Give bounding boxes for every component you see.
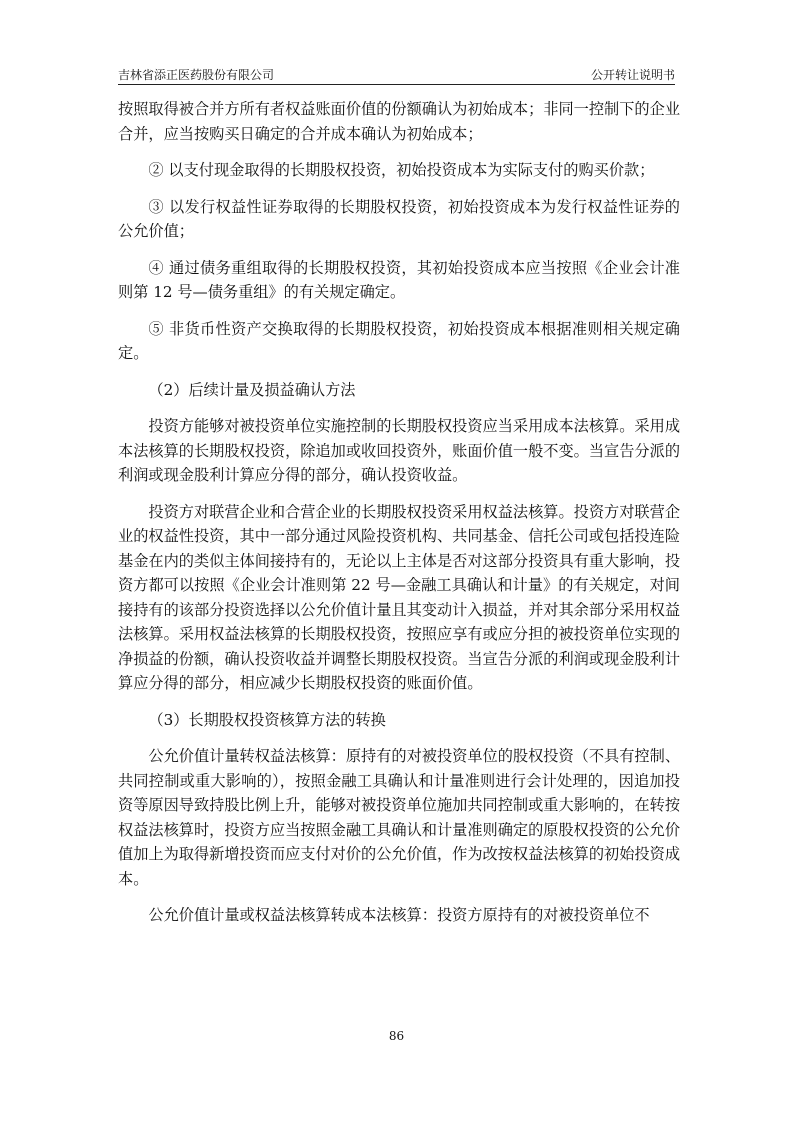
- paragraph-item-5: ⑤ 非货币性资产交换取得的长期股权投资，初始投资成本根据准则相关规定确定。: [118, 319, 680, 362]
- page-footer: [0, 1028, 793, 1044]
- paragraph-equity-method: 投资方对联营企业和合营企业的长期股权投资采用权益法核算。投资方对联营企业的权益性投资，其中一部分通过风险投资机构、共同基金、信托公司或包括投连险基金在内的类似主体间接持有的，无论以上主体是否对这部分投资具有重大影响，投资方都可以按照《企业会计准则第 22 号—金融工具确认和计量》的有关规定，对间接持有的该部分投资选择以公允价值计量且其变动计入损益，并对其余部分采用权益法核算。采用权益法核算的长期股权投资，按照应享有或应分担的被投资单位实现的净损益的份额，确认投资收益并调整长期股权投资。当宣告分派的利润或现金股利计算应分得的部分，相应减少长期股权投资的账面价值。: [118, 502, 680, 692]
- paragraph-to-cost-method: 公允价值计量或权益法核算转成本法核算：投资方原持有的对被投资单位不: [148, 906, 650, 924]
- section-heading-3: （3）长期股权投资核算方法的转换: [148, 710, 386, 729]
- paragraph-cost-method: 投资方能够对被投资单位实施控制的长期股权投资应当采用成本法核算。采用成本法核算的长期股权投资，除追加或收回投资外，账面价值一般不变。当宣告分派的利润或现金股利计算应分得的部分，确认投资收益。: [118, 417, 680, 484]
- paragraph-item-3: ③ 以发行权益性证券取得的长期股权投资，初始投资成本为发行权益性证券的公允价值；: [118, 197, 680, 240]
- header-company-name: 吉林省添正医药股份有限公司: [118, 68, 275, 82]
- paragraph-fair-value-to-equity: 公允价值计量转权益法核算：原持有的对被投资单位的股权投资（不具有控制、共同控制或重大影响的），按照金融工具确认和计量准则进行会计处理的，因追加投资等原因导致持股比例上升，能够对被投资单位施加共同控制或重大影响的，在转按权益法核算时，投资方应当按照金融工具确认和计量准则确定的原股权投资的公允价值加上为取得新增投资而应支付对价的公允价值，作为改按权益法核算的初始投资成本。: [118, 747, 680, 888]
- paragraph-continuation: 按照取得被合并方所有者权益账面价值的份额确认为初始成本；非同一控制下的企业合并，应当按购买日确定的合并成本确认为初始成本；: [118, 100, 680, 143]
- header-document-title: 公开转让说明书: [590, 68, 675, 82]
- paragraph-item-2: ② 以支付现金取得的长期股权投资，初始投资成本为实际支付的购买价款；: [148, 161, 655, 179]
- page-number: 86: [388, 1029, 405, 1043]
- paragraph-item-4: ④ 通过债务重组取得的长期股权投资，其初始投资成本应当按照《企业会计准则第 12 号—债务重组》的有关规定确定。: [118, 258, 680, 301]
- page-content: [118, 97, 680, 928]
- section-heading-2: （2）后续计量及损益确认方法: [148, 380, 356, 399]
- page-header: [118, 62, 675, 85]
